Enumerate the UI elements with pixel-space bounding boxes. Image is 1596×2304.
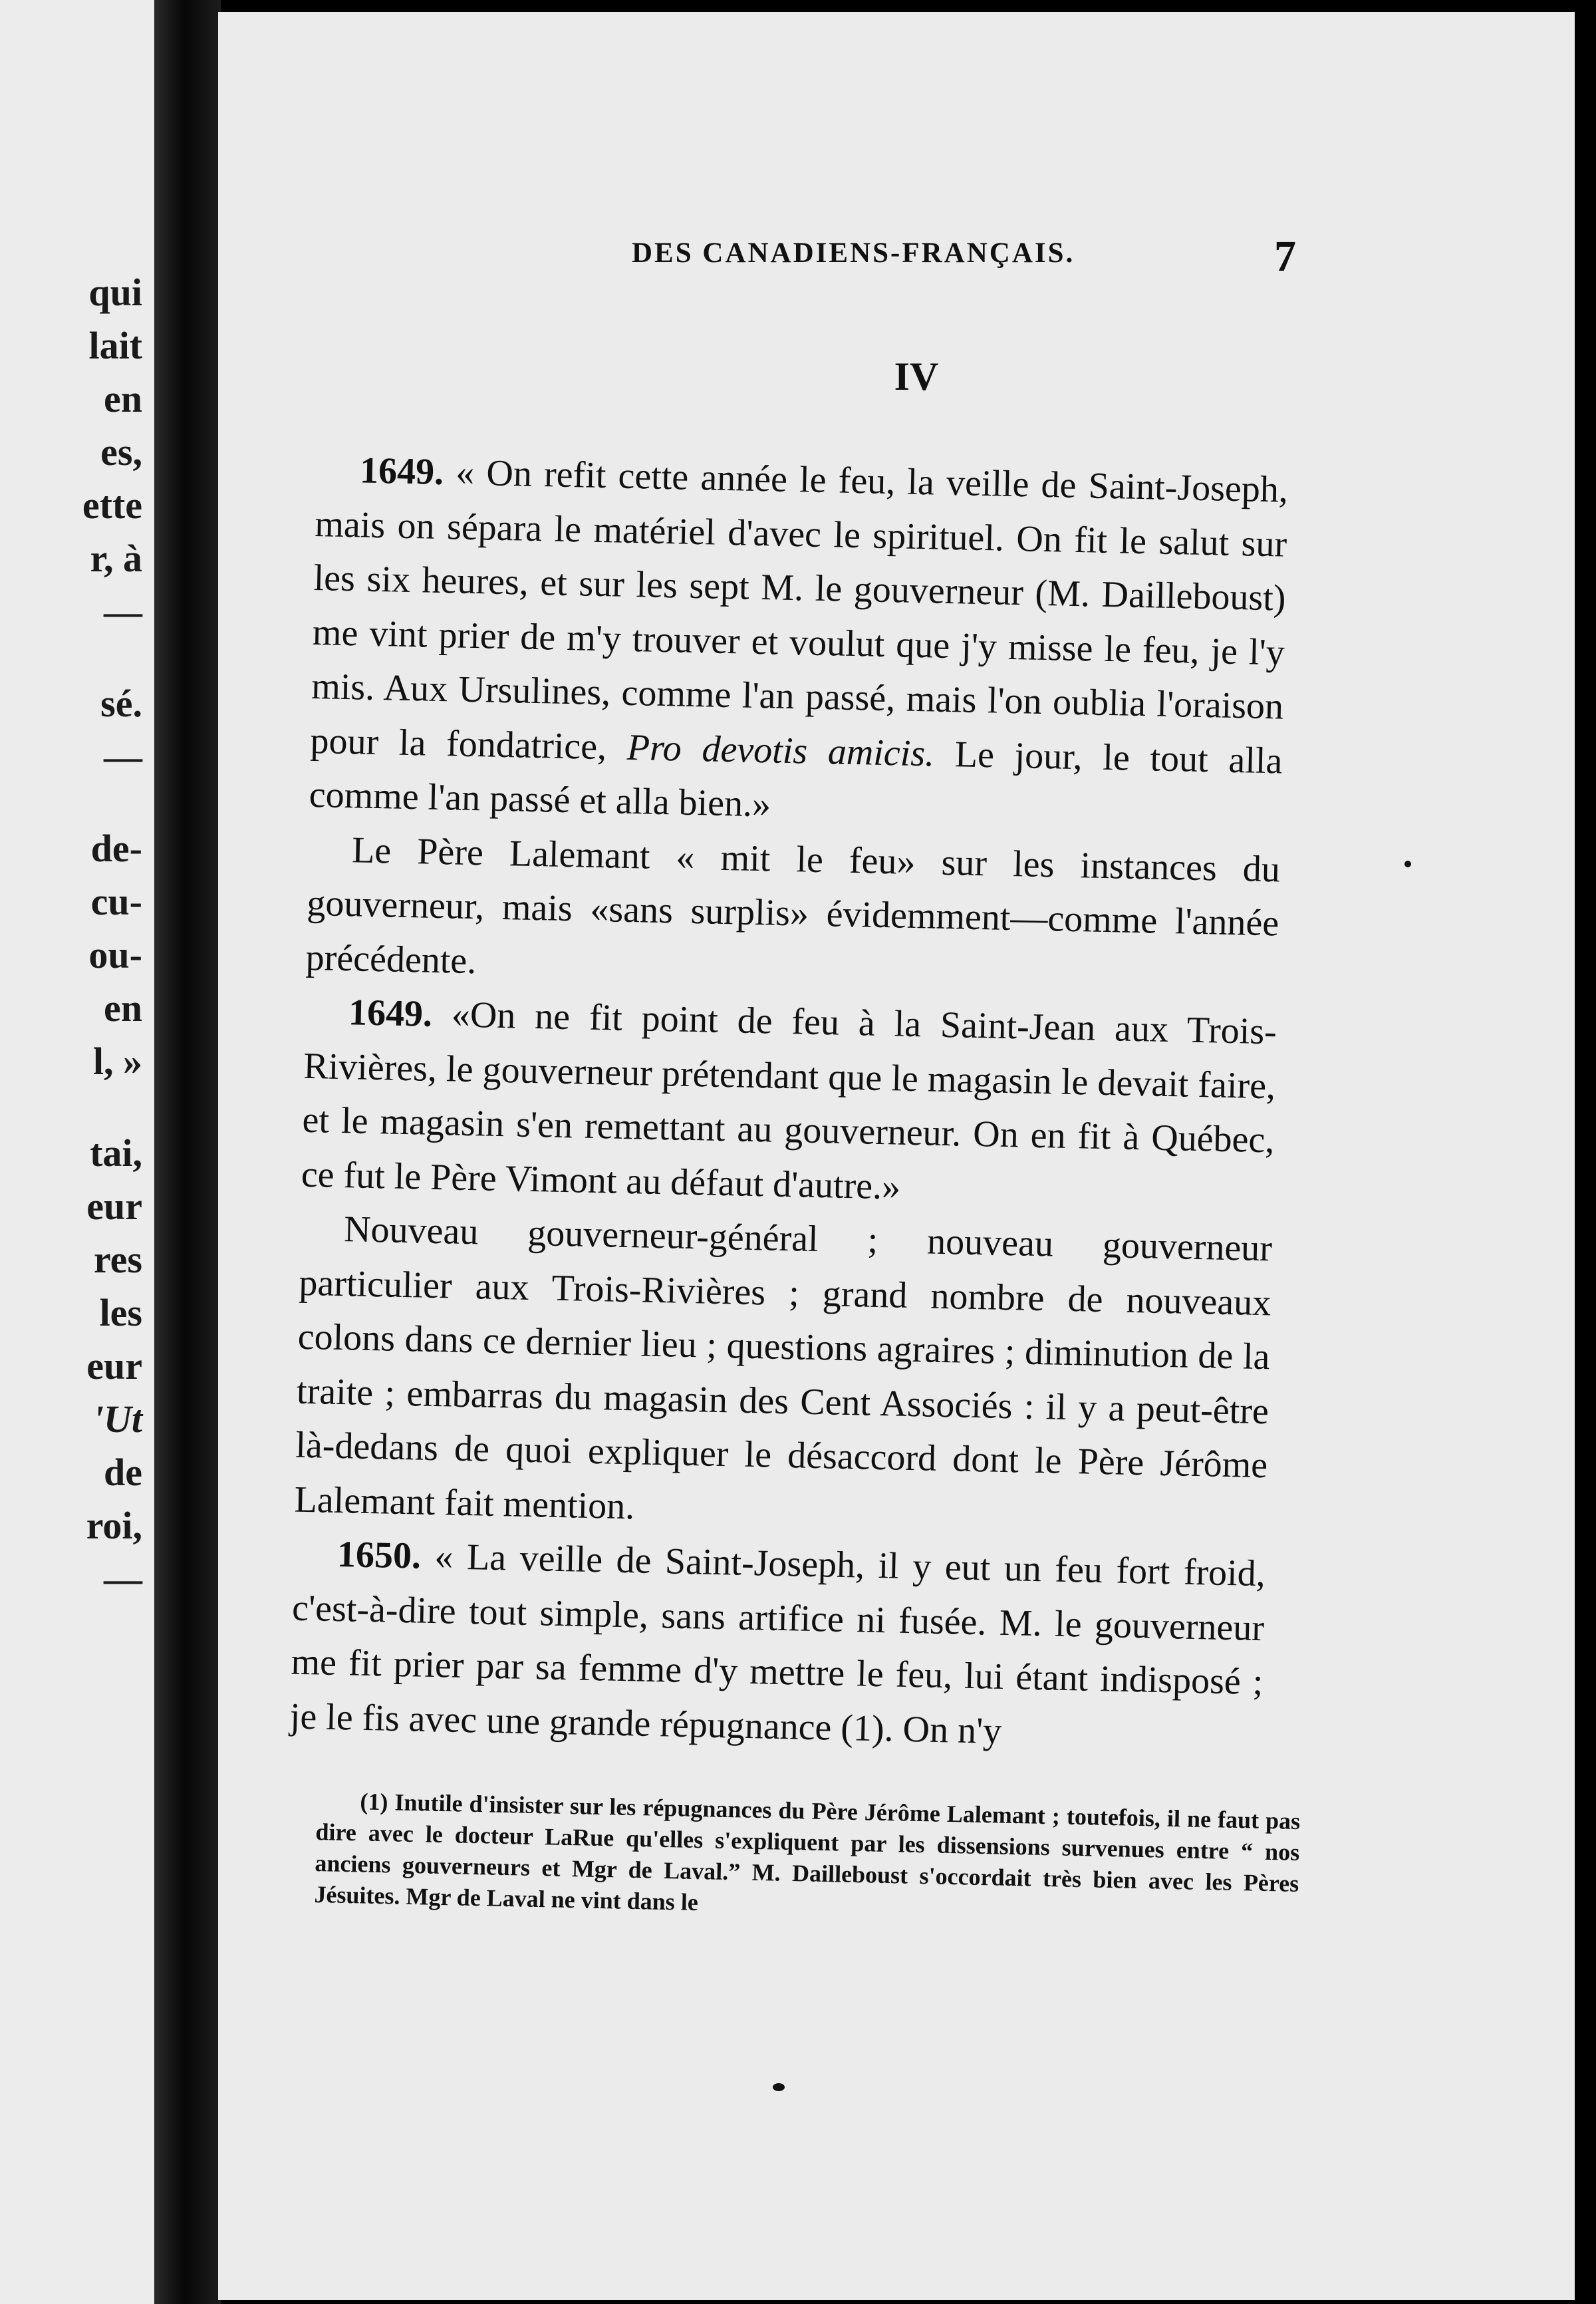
left-fragment: ette [82, 484, 142, 527]
left-fragment: lait [88, 324, 142, 367]
paragraph-year: 1650. [336, 1534, 422, 1577]
left-fragment: l, » [92, 1040, 142, 1083]
left-fragment: en [104, 377, 142, 420]
left-fragment: roi, [86, 1504, 142, 1547]
latin-phrase: Pro devotis amicis. [626, 726, 935, 775]
left-fragment: eur [86, 1344, 142, 1387]
paragraph [294, 1202, 1273, 1548]
paragraph-text: « La veille de Saint-Joseph, il y eut un feu fort froid, c'est-à-dire tout simple, sans artifice ni fusée. M. le gouverneur me fit prier par sa femme d'y mettre le feu, lui étant indisposé ; je le fis avec une grande répugnance (1). On n'y [289, 1535, 1266, 1752]
paragraph [301, 985, 1277, 1223]
paragraph-text: Nouveau gouverneur-général ; nouveau gouverneur particulier aux Trois-Rivières ; grand nombre de nouveaux colons dans ce dernier lieu ; questions agraires ; diminution de la traite ; embarras du magasin des Cent Associés : il y a peut-être là-dedans de quoi expliquer le désaccord dont le Père Jérôme Lalemant fait mention. [294, 1209, 1273, 1527]
paragraph-text: «On ne fit point de feu à la Saint-Jean aux Trois-Rivières, le gouverneur prétendant que le magasin le devait faire, et le magasin s'en remettant au gouverneur. On en fit à Québec, ce fut le Père Vimont au défaut d'autre.» [301, 993, 1277, 1208]
left-fragment: qui [88, 271, 142, 314]
paragraph [289, 1527, 1266, 1765]
left-fragment: de- [90, 827, 142, 870]
body-text [289, 443, 1289, 1764]
left-fragment: en [104, 986, 142, 1030]
left-fragment: de [104, 1451, 142, 1494]
left-fragment: res [93, 1238, 142, 1281]
ink-speck [773, 2083, 785, 2091]
running-head: DES CANADIENS-FRANÇAIS. [632, 237, 1075, 269]
footnote-mark: (1) [360, 1788, 388, 1816]
section-title: IV [894, 355, 939, 398]
book-page [218, 12, 1575, 2300]
left-fragment: cu- [90, 880, 142, 923]
paragraph-year: 1649. [348, 992, 433, 1035]
left-fragment: — [104, 590, 142, 633]
left-fragment: — [104, 735, 142, 778]
left-fragment: tai, [90, 1131, 142, 1175]
left-fragment: r, à [90, 537, 142, 580]
left-fragment: les [99, 1291, 142, 1334]
left-facing-page [0, 0, 154, 2304]
left-fragment: 'Ut [92, 1397, 142, 1441]
book-gutter [154, 0, 221, 2304]
footnote [314, 1785, 1301, 1931]
footnote-paragraph [314, 1785, 1301, 1931]
paragraph [305, 822, 1281, 1005]
left-fragment: — [104, 1557, 142, 1600]
paragraph [309, 443, 1289, 843]
ink-speck [1404, 861, 1411, 867]
left-fragment: ou- [88, 933, 142, 976]
left-fragment: eur [86, 1185, 142, 1228]
paragraph-text: Le jour, le tout alla comme l'an passé et alla bien.» [309, 733, 1283, 825]
page-number: 7 [1274, 232, 1296, 281]
paragraph-year: 1649. [359, 450, 444, 494]
paragraph-text: « On refit cette année le feu, la veille de Saint-Joseph, mais on sépara le matériel d'avec le spirituel. On fit le salut sur les six heures, et sur les sept M. le gouverneur (M. Dailleboust) me vint prier de m'y trouver et voulut que j'y misse le feu, je l'y mis. Aux Ursulines, comme l'an passé, mais l'on oublia l'oraison pour la fondatrice, [309, 452, 1289, 768]
left-fragment: es, [100, 430, 142, 474]
left-page-fragments [82, 266, 142, 1606]
paragraph-text: Le Père Lalemant « mit le feu» sur les instances du gouverneur, mais «sans surplis» évidemment—comme l'année précédente. [305, 829, 1281, 982]
footnote-text: Inutile d'insister sur les répugnances du Père Jérôme Lalemant ; toutefois, il ne faut pas dire avec le docteur LaRue qu'elles s'expliquent par les dissensions survenues entre “ nos anciens gouverneurs et Mgr de Laval.” M. Dailleboust s'occordait très bien avec les Pères Jésuites. Mgr de Laval ne vint dans le [314, 1789, 1301, 1916]
left-fragment: sé. [100, 682, 142, 725]
